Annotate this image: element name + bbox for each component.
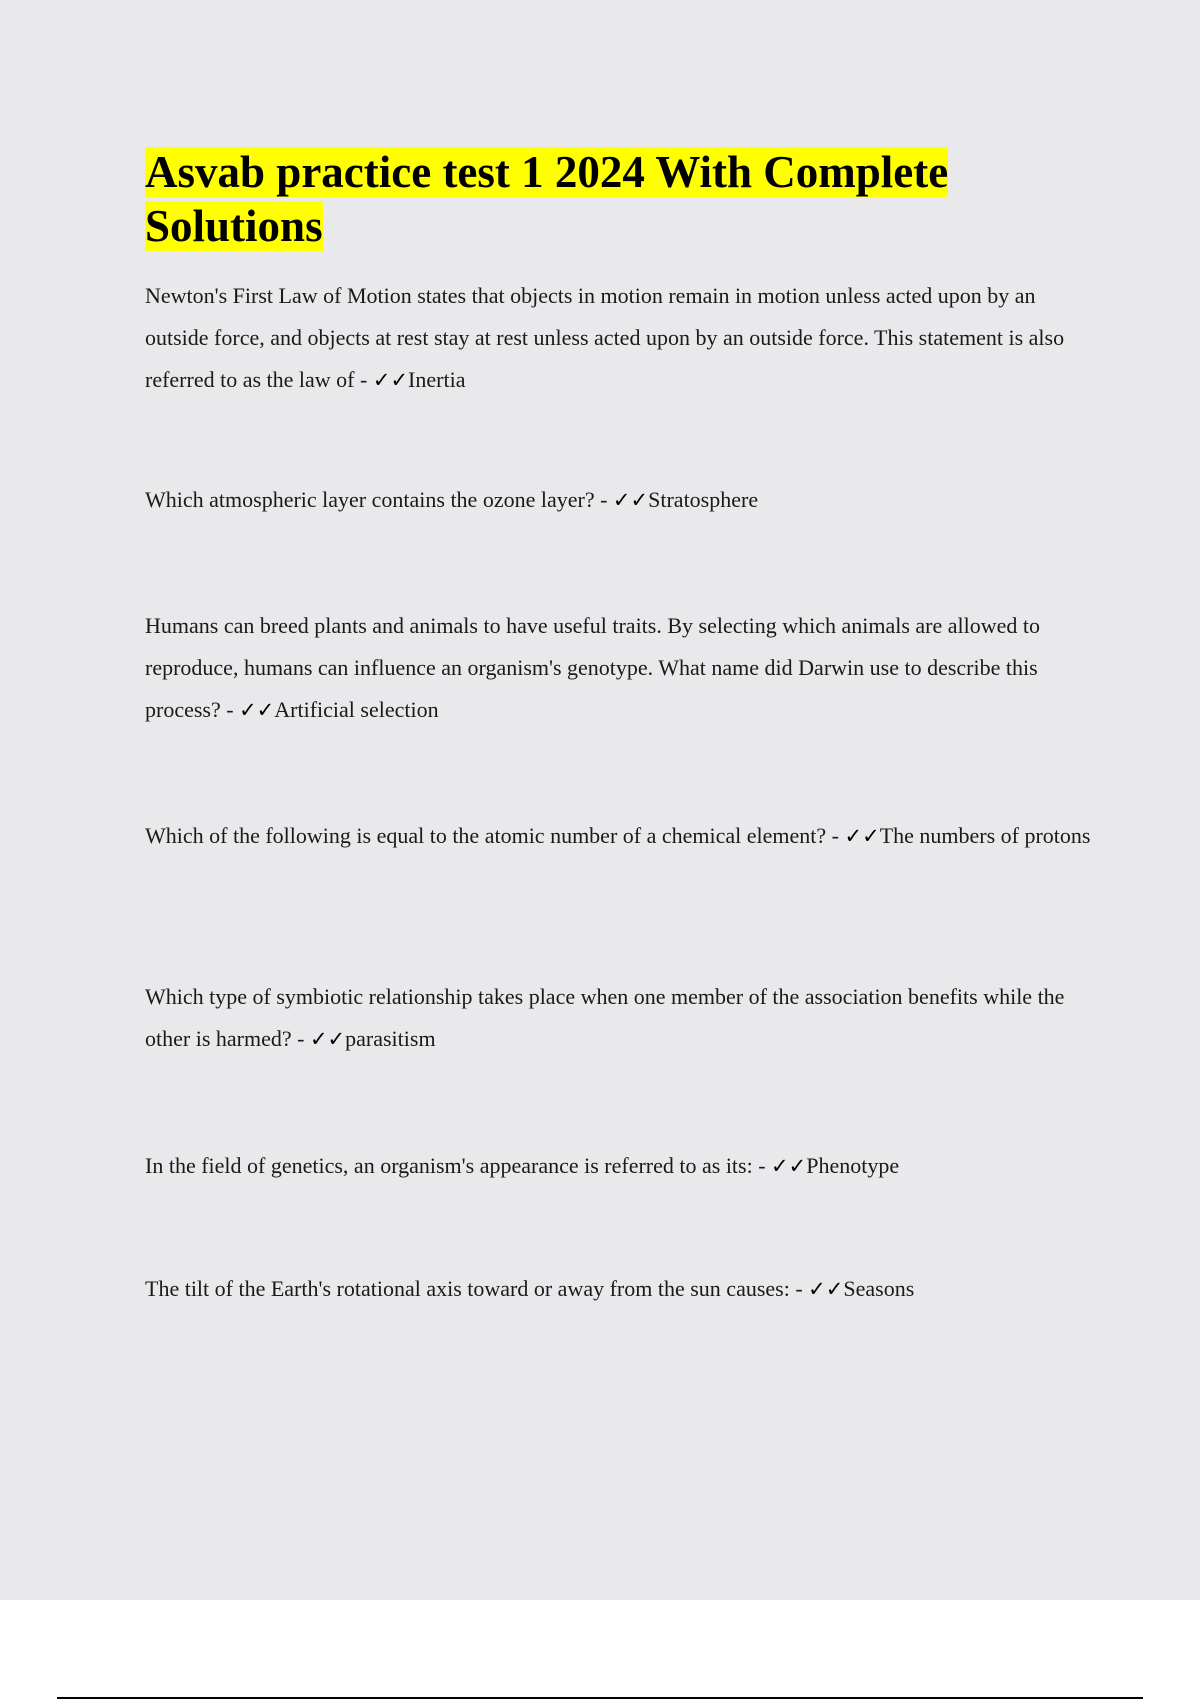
qa-item — [145, 1145, 1095, 1187]
double-check-icon: ✓✓ — [612, 488, 649, 512]
double-check-icon: ✓✓ — [808, 1277, 844, 1301]
qa-item — [145, 1268, 1095, 1310]
question-text: Which type of symbiotic relationship takes place when one member of the association benefits while the other is harmed? - — [145, 984, 1065, 1051]
answer-text: Inertia — [408, 367, 466, 392]
double-check-icon: ✓✓ — [309, 1027, 346, 1051]
qa-item — [145, 479, 1095, 521]
answer-text: Phenotype — [806, 1153, 900, 1178]
answer-text: The numbers of protons — [879, 823, 1091, 848]
document-content — [145, 145, 1095, 1301]
answer-text: Artificial selection — [274, 697, 439, 722]
question-text: Which atmospheric layer contains the ozone layer? - — [145, 487, 613, 512]
question-text: Humans can breed plants and animals to have useful traits. By selecting which animals are allowed to reproduce, humans can influence an organism's genotype. What name did Darwin use to describe this process? - — [145, 613, 1041, 722]
double-check-icon: ✓✓ — [372, 368, 409, 392]
question-text: The tilt of the Earth's rotational axis toward or away from the sun causes: - — [145, 1276, 809, 1301]
answer-text: Seasons — [843, 1276, 915, 1301]
qa-item — [145, 275, 1095, 401]
qa-item — [145, 815, 1095, 857]
question-text: In the field of genetics, an organism's appearance is referred to as its: - — [145, 1153, 772, 1178]
double-check-icon: ✓✓ — [771, 1154, 807, 1178]
footer-divider — [57, 1697, 1143, 1699]
double-check-icon: ✓✓ — [239, 698, 275, 722]
document-title — [145, 145, 1045, 253]
answer-text: parasitism — [345, 1026, 436, 1051]
question-text: Newton's First Law of Motion states that objects in motion remain in motion unless acted upon by an outside force, and objects at rest stay at rest unless acted upon by an outside force. This statement is also referred to as the law of - — [145, 283, 1065, 392]
answer-text: Stratosphere — [648, 487, 759, 512]
document-title-text: Asvab practice test 1 2024 With Complete Solutions — [145, 147, 949, 251]
question-text: Which of the following is equal to the atomic number of a chemical element? - — [145, 823, 845, 848]
qa-item — [145, 605, 1095, 731]
double-check-icon: ✓✓ — [844, 824, 880, 848]
qa-item — [145, 976, 1095, 1060]
